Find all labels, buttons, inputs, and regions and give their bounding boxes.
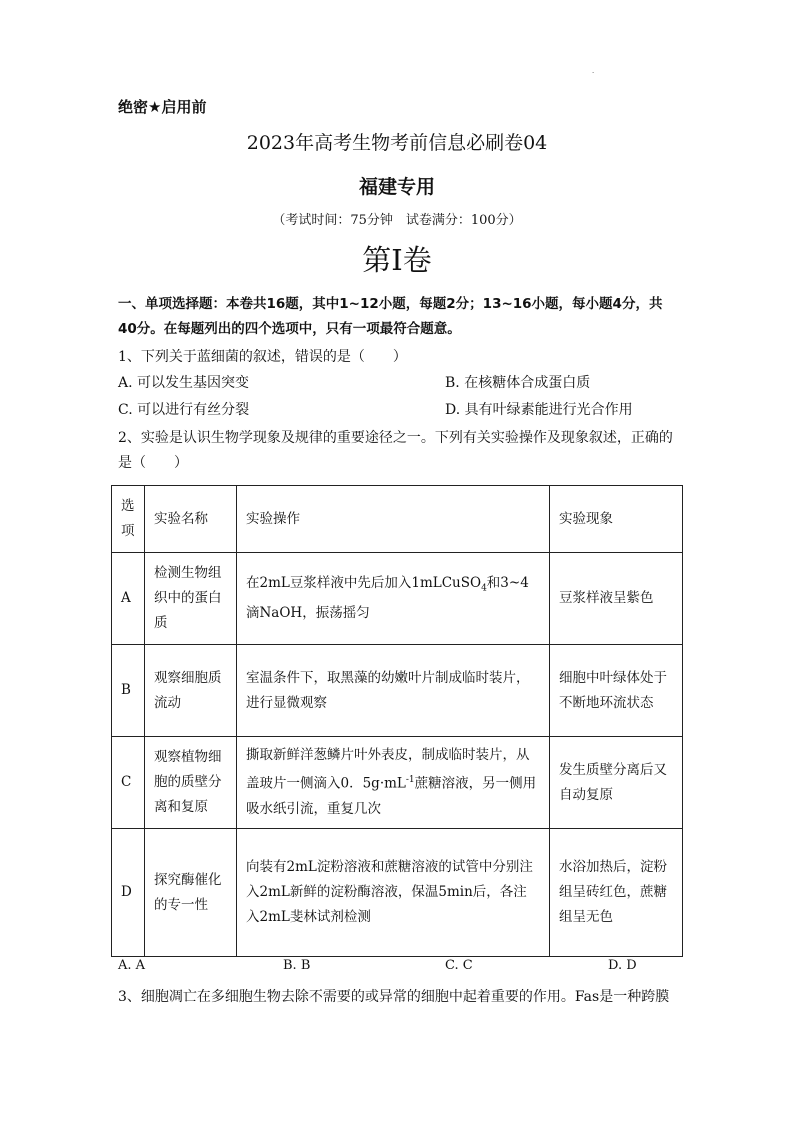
header-option: 选项 (112, 486, 145, 553)
row-name: 检测生物组织中的蛋白质 (145, 553, 237, 645)
table-header-row (112, 486, 683, 553)
row-name: 探究酶催化的专一性 (145, 829, 237, 957)
row-result: 细胞中叶绿体处于不断地环流状态 (550, 645, 683, 737)
header-result: 实验现象 (550, 486, 683, 553)
row-option: C (112, 737, 145, 829)
row-option: D (112, 829, 145, 957)
row-operation: 撕取新鲜洋葱鳞片叶外表皮，制成临时装片，从盖玻片一侧滴入0．$5g\cdot mL^{-1}$蔗糖溶液，另一侧用吸水纸引流，重复几次 (237, 737, 550, 829)
row-result: 发生质壁分离后又自动复原 (550, 737, 683, 829)
question-2-answer-d: D. D (608, 958, 637, 973)
question-2-stem-line2: 是（ ） (118, 455, 188, 471)
row-option: A (112, 553, 145, 645)
row-operation: 向装有2mL淀粉溶液和蔗糖溶液的试管中分别注入2mL新鲜的淀粉酶溶液，保温5min后，各注入2mL斐林试剂检测 (237, 829, 550, 957)
table-row (112, 737, 683, 829)
corner-mark: . (592, 68, 594, 75)
section-heading-line2: 40分。在每题列出的四个选项中，只有一项最符合题意。 (118, 321, 461, 337)
question-2-answer-b: B. B (283, 958, 311, 973)
table-row (112, 553, 683, 645)
experiment-table (111, 485, 683, 957)
header-operation: 实验操作 (237, 486, 550, 553)
exam-subtitle: 福建专用 (358, 176, 435, 198)
question-1-option-c: C. 可以进行有丝分裂 (118, 402, 250, 418)
question-1-option-a: A. 可以发生基因突变 (118, 375, 250, 391)
exam-info: （考试时间：75分钟 试卷满分：100分） (272, 213, 522, 228)
exam-title: 2023年高考生物考前信息必刷卷04 (246, 132, 548, 154)
section-heading-line1: 一、单项选择题：本卷共16题，其中1~12小题，每题2分；13~16小题，每小题4分，共 (118, 296, 663, 312)
table-row (112, 829, 683, 957)
row-operation: 室温条件下，取黑藻的幼嫩叶片制成临时装片，进行显微观察 (237, 645, 550, 737)
question-1-stem: 1、下列关于蓝细菌的叙述，错误的是（ ） (118, 349, 407, 365)
question-3-stem: 3、细胞凋亡在多细胞生物去除不需要的或异常的细胞中起着重要的作用。Fas是一种跨膜 (118, 989, 670, 1005)
row-operation: 在2mL豆浆样液中先后加入1mLCuSO$_4$和3~4滴NaOH，振荡摇匀 (237, 553, 550, 645)
row-result: 水浴加热后，淀粉组呈砖红色，蔗糖组呈无色 (550, 829, 683, 957)
row-result: 豆浆样液呈紫色 (550, 553, 683, 645)
table-row (112, 645, 683, 737)
header-name: 实验名称 (145, 486, 237, 553)
question-1-option-d: D. 具有叶绿素能进行光合作用 (445, 402, 633, 418)
question-1-option-b: B. 在核糖体合成蛋白质 (445, 375, 591, 391)
volume-heading: 第Ⅰ卷 (362, 243, 432, 277)
section-heading (118, 292, 682, 342)
question-2-stem-line1: 2、实验是认识生物学现象及规律的重要途径之一。下列有关实验操作及现象叙述，正确的 (118, 430, 673, 446)
row-option: B (112, 645, 145, 737)
question-2-answer-c: C. C (445, 958, 473, 973)
question-2-answer-a: A. A (118, 958, 146, 973)
row-name: 观察植物细胞的质壁分离和复原 (145, 737, 237, 829)
question-2-stem (118, 426, 682, 476)
row-name: 观察细胞质流动 (145, 645, 237, 737)
secret-label: 绝密★启用前 (118, 98, 207, 116)
